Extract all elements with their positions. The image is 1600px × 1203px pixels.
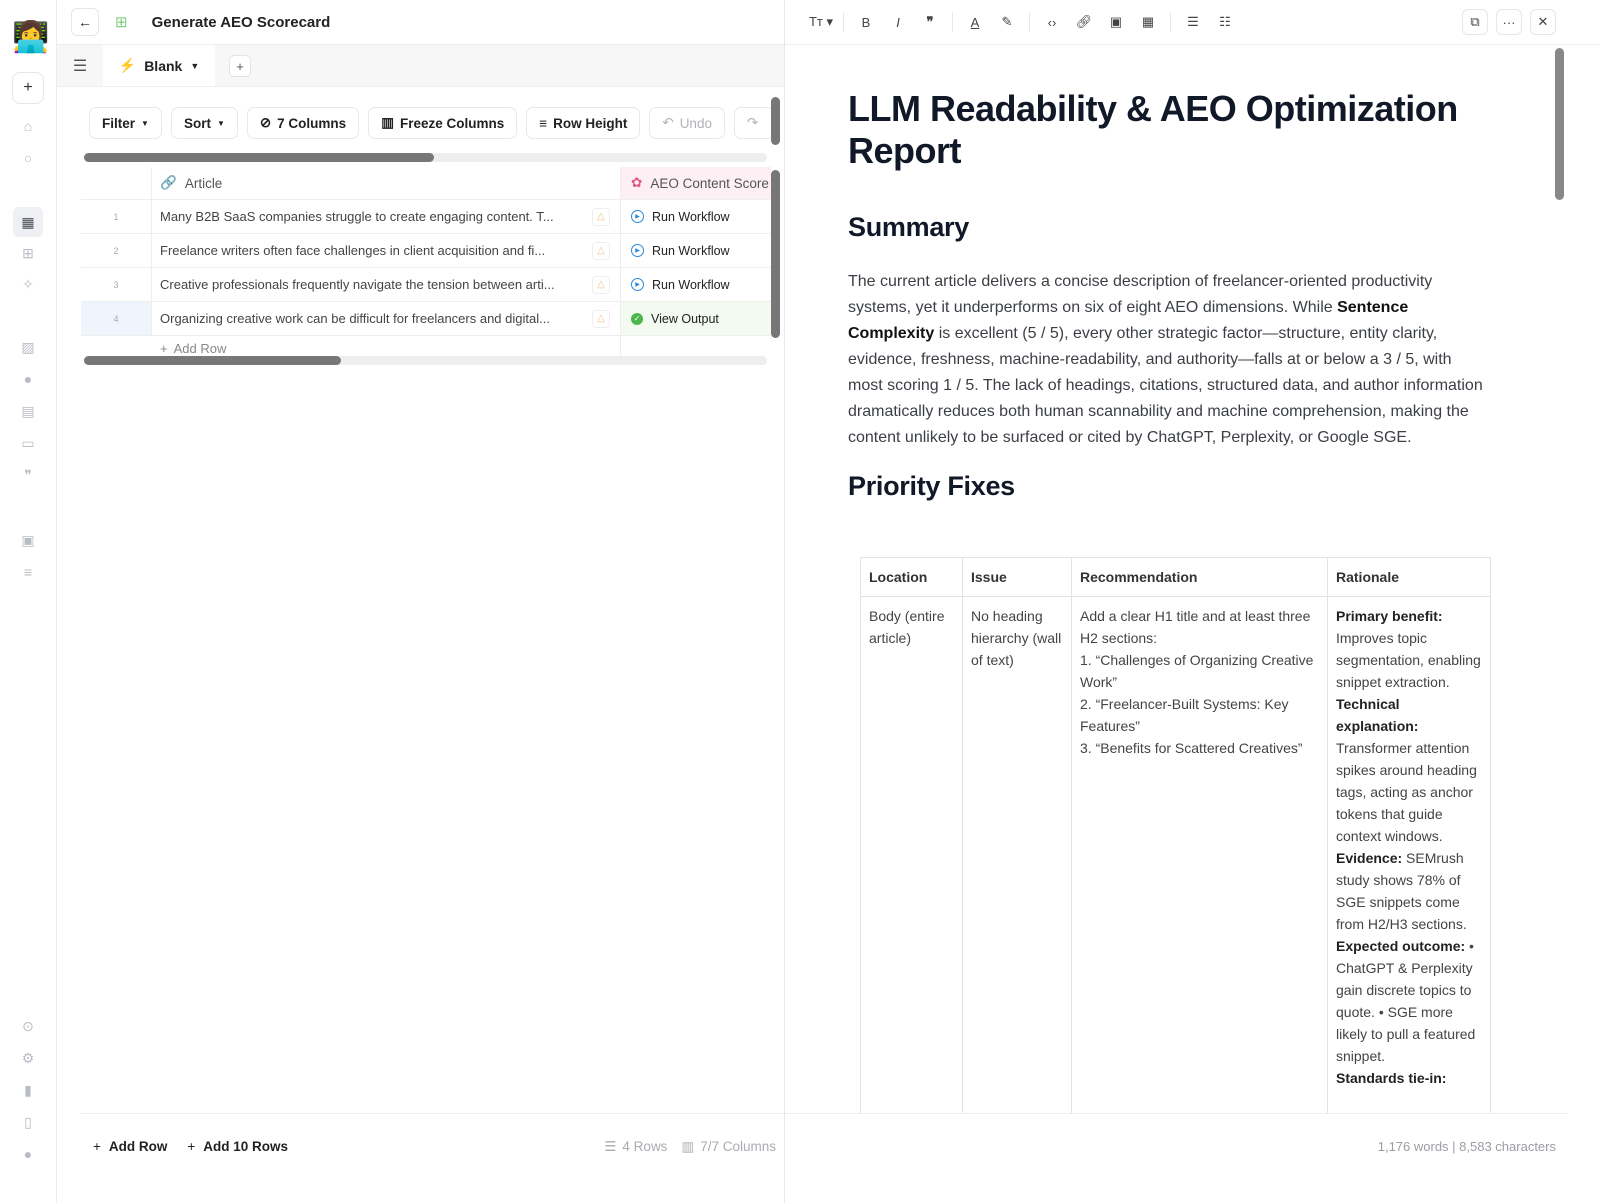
word-count: 1,176 words | 8,583 characters xyxy=(1377,1139,1556,1154)
caret-down-icon: ▼ xyxy=(216,118,225,128)
hamburger-menu-icon[interactable]: ☰ xyxy=(72,57,88,75)
rationale-item: Technical explanation: Transformer attention spikes around heading tags, acting as anchor tokens that guide context windows. xyxy=(1336,696,1477,844)
text-color-icon[interactable]: A xyxy=(970,14,980,30)
table-icon[interactable]: ▦ xyxy=(1141,14,1155,29)
grid-horizontal-scrollbar[interactable] xyxy=(84,356,341,365)
gear-icon[interactable]: ⚙ xyxy=(21,1049,35,1066)
aeo-score-cell[interactable] xyxy=(621,200,771,233)
tab-blank[interactable] xyxy=(103,45,215,86)
warning-icon: △ xyxy=(592,310,610,328)
column-header-article[interactable]: 🔗 Article xyxy=(152,167,621,199)
copy-button[interactable] xyxy=(1462,9,1488,35)
back-button[interactable] xyxy=(71,8,99,36)
grid-vertical-scrollbar[interactable] xyxy=(771,170,780,338)
highlight-icon[interactable]: ✎ xyxy=(1001,14,1013,29)
search-icon[interactable]: ○ xyxy=(23,150,33,166)
app-sidebar xyxy=(0,0,57,1203)
text-style-dropdown[interactable]: Tт ▾ xyxy=(808,14,834,29)
row-number: 4 xyxy=(81,302,152,335)
plus-icon: + xyxy=(187,1139,196,1154)
warning-icon: △ xyxy=(592,208,610,226)
article-cell[interactable]: Creative professionals frequently navigate the tension between arti... △ xyxy=(152,268,621,301)
row-number: 2 xyxy=(81,234,152,267)
rationale-item: Primary benefit: Improves topic segmentation, enabling snippet extraction. xyxy=(1336,608,1481,690)
arrow-left-icon: ← xyxy=(78,14,92,30)
document-title: LLM Readability & AEO Optimization Report xyxy=(848,88,1458,171)
column-count: 7/7 Columns xyxy=(700,1139,776,1154)
document-pane xyxy=(785,0,1600,1203)
workflow-action[interactable]: Run Workflow xyxy=(652,209,730,224)
document-scrollbar[interactable] xyxy=(1555,48,1564,200)
row-height-icon: ≡ xyxy=(539,115,548,131)
column-header-aeo-score[interactable]: ✿ AEO Content Score xyxy=(621,167,771,199)
table-cell-location: Body (entire article) xyxy=(861,597,963,1117)
box-icon[interactable]: ▣ xyxy=(21,531,35,548)
workflow-action[interactable]: View Output xyxy=(651,311,719,326)
play-circle-icon: ▶ xyxy=(631,210,644,223)
workflow-icon: ✿ xyxy=(631,175,643,190)
grid-pane xyxy=(57,0,784,1203)
aeo-score-cell[interactable] xyxy=(621,302,771,335)
table-header: Issue xyxy=(963,558,1072,597)
summary-paragraph: The current article delivers a concise description of freelancer-oriented productivity systems, yet it underperforms on six of eight AEO dimensions. While Sentence Complexity is excellent (5 / 5), every other strategic factor—structure, entity clarity, evidence, freshness, machine-readability, and authority—falls at or below a 3 / 5, with most scoring 1 / 5. The lack of headings, citations, structured data, and author information dramatically reduces both human scannability and machine comprehension, making the content unlikely to be surfaced or cited by ChatGPT, Perplexity, or Google SGE. xyxy=(848,273,1483,446)
document-content xyxy=(848,88,1488,502)
add-row-button[interactable]: Add Row xyxy=(108,1139,168,1154)
code-icon[interactable]: ‹› xyxy=(1047,14,1057,30)
tab-label: Blank xyxy=(144,57,183,74)
freeze-icon: ▥ xyxy=(381,115,394,130)
table-icon[interactable]: ⊞ xyxy=(22,244,34,261)
redo-button[interactable] xyxy=(734,107,774,139)
rationale-item: Evidence: SEMrush study shows 78% of SGE snippets come from H2/H3 sections. xyxy=(1336,850,1467,932)
warning-icon: △ xyxy=(592,242,610,260)
workflow-action[interactable]: Run Workflow xyxy=(652,243,730,258)
rationale-item: Expected outcome: • ChatGPT & Perplexity gain discrete topics to quote. • SGE more likely to pull a featured snippet. xyxy=(1336,938,1476,1064)
sparkle-icon: ⚡ xyxy=(118,57,137,73)
book-icon[interactable]: ▯ xyxy=(24,1113,32,1130)
lightbulb-icon[interactable]: ● xyxy=(23,371,33,387)
redo-icon: ↷ xyxy=(746,115,759,130)
rationale-item: Standards tie-in: xyxy=(1336,1070,1447,1086)
warning-icon: △ xyxy=(592,276,610,294)
page-title: Generate AEO Scorecard xyxy=(151,13,331,31)
play-circle-icon: ▶ xyxy=(631,278,644,291)
home-icon[interactable]: ⌂ xyxy=(23,118,33,134)
add-10-rows-button[interactable]: Add 10 Rows xyxy=(203,1139,289,1154)
link-icon[interactable]: 🔗︎ xyxy=(1075,14,1093,29)
chat-icon[interactable]: ▭ xyxy=(21,434,35,451)
bold-icon[interactable]: B xyxy=(861,14,871,30)
priority-fixes-heading: Priority Fixes xyxy=(848,471,1015,501)
eye-off-icon: ⊘ xyxy=(259,115,272,130)
plus-icon: + xyxy=(160,340,168,356)
document-icon[interactable]: ▤ xyxy=(21,402,35,419)
grid-apps-icon[interactable]: ▦ xyxy=(13,207,43,237)
sort-button[interactable]: Sort ▼ xyxy=(171,107,238,139)
table-grid-icon: ⊞ xyxy=(115,14,128,31)
caret-down-icon: ▼ xyxy=(141,118,149,128)
table-row[interactable] xyxy=(81,268,771,302)
table-cell-recommendation: Add a clear H1 title and at least three H2 sections: 1. “Challenges of Organizing Creative Work” 2. “Freelancer-Built Systems: Key Features” 3. “Benefits for Scattered Creatives” xyxy=(1072,597,1328,1117)
editor-toolbar xyxy=(785,0,1600,45)
analytics-icon[interactable]: ▮ xyxy=(24,1081,32,1098)
play-circle-icon: ▶ xyxy=(631,244,644,257)
user-avatar[interactable]: 👩‍💻 xyxy=(12,21,50,54)
close-icon: ✕ xyxy=(1537,14,1549,29)
row-count: 4 Rows xyxy=(622,1139,668,1154)
table-header: Rationale xyxy=(1328,558,1491,597)
more-icon: ··· xyxy=(1502,14,1516,30)
add-row-inline[interactable]: + Add Row xyxy=(152,336,621,360)
aeo-score-cell[interactable] xyxy=(621,268,771,301)
undo-icon: ↶ xyxy=(662,115,674,130)
freeze-columns-button[interactable]: ▥ Freeze Columns xyxy=(368,107,517,139)
numbered-list-icon[interactable]: ☷ xyxy=(1219,14,1231,29)
filter-button[interactable]: Filter ▼ xyxy=(89,107,162,139)
row-number: 1 xyxy=(81,200,152,233)
chart-icon[interactable]: ▨ xyxy=(21,338,35,355)
summary-heading: Summary xyxy=(848,212,969,242)
undo-button[interactable]: ↶ Undo xyxy=(649,107,725,139)
article-cell[interactable]: Many B2B SaaS companies struggle to create engaging content. T... △ xyxy=(152,200,621,233)
table-header: Recommendation xyxy=(1072,558,1328,597)
columns-icon: ▥ xyxy=(681,1138,695,1154)
row-height-button[interactable]: ≡ Row Height xyxy=(526,107,640,139)
row-number: 3 xyxy=(81,268,152,301)
table-cell-rationale xyxy=(1328,597,1491,1117)
database-icon[interactable]: ≡ xyxy=(23,564,33,580)
check-circle-icon: ✓ xyxy=(631,313,643,325)
table-row[interactable] xyxy=(81,302,771,336)
new-button[interactable]: + xyxy=(12,72,44,104)
image-icon[interactable]: ▣ xyxy=(1109,14,1123,29)
document-footer xyxy=(785,1113,1568,1179)
table-cell-issue: No heading hierarchy (wall of text) xyxy=(963,597,1072,1117)
quote-icon[interactable]: ❞ xyxy=(926,14,934,29)
bullet-list-icon[interactable]: ☰ xyxy=(1187,14,1199,29)
aeo-score-cell[interactable] xyxy=(621,234,771,267)
columns-button[interactable]: ⊘ 7 Columns xyxy=(247,107,359,139)
plus-icon: + xyxy=(93,1139,101,1154)
copy-icon: ⧉ xyxy=(1470,14,1480,29)
quote-icon[interactable]: ❞ xyxy=(24,466,32,483)
add-tab-button[interactable]: + xyxy=(229,55,251,77)
workflow-action[interactable]: Run Workflow xyxy=(652,277,730,292)
toolbar-scrollbar[interactable] xyxy=(771,97,780,145)
more-options-button[interactable] xyxy=(1496,9,1522,35)
data-grid xyxy=(81,167,771,360)
article-cell[interactable]: Organizing creative work can be difficult for freelancers and digital... △ xyxy=(152,302,621,335)
caret-down-icon: ▼ xyxy=(190,60,200,71)
table-row[interactable] xyxy=(81,200,771,234)
priority-fixes-table xyxy=(860,557,1491,1117)
help-icon[interactable]: ● xyxy=(23,1146,33,1162)
link-icon: 🔗 xyxy=(160,175,177,190)
horizontal-scrollbar[interactable] xyxy=(84,153,434,162)
sparkle-icon[interactable]: ✧ xyxy=(22,275,34,292)
italic-icon[interactable]: I xyxy=(896,14,900,30)
table-row[interactable] xyxy=(81,234,771,268)
close-button[interactable] xyxy=(1530,9,1556,35)
article-cell[interactable]: Freelance writers often face challenges in client acquisition and fi... △ xyxy=(152,234,621,267)
upload-icon[interactable]: ⊙ xyxy=(22,1017,34,1034)
table-header: Location xyxy=(861,558,963,597)
rows-icon: ☰ xyxy=(604,1138,617,1154)
